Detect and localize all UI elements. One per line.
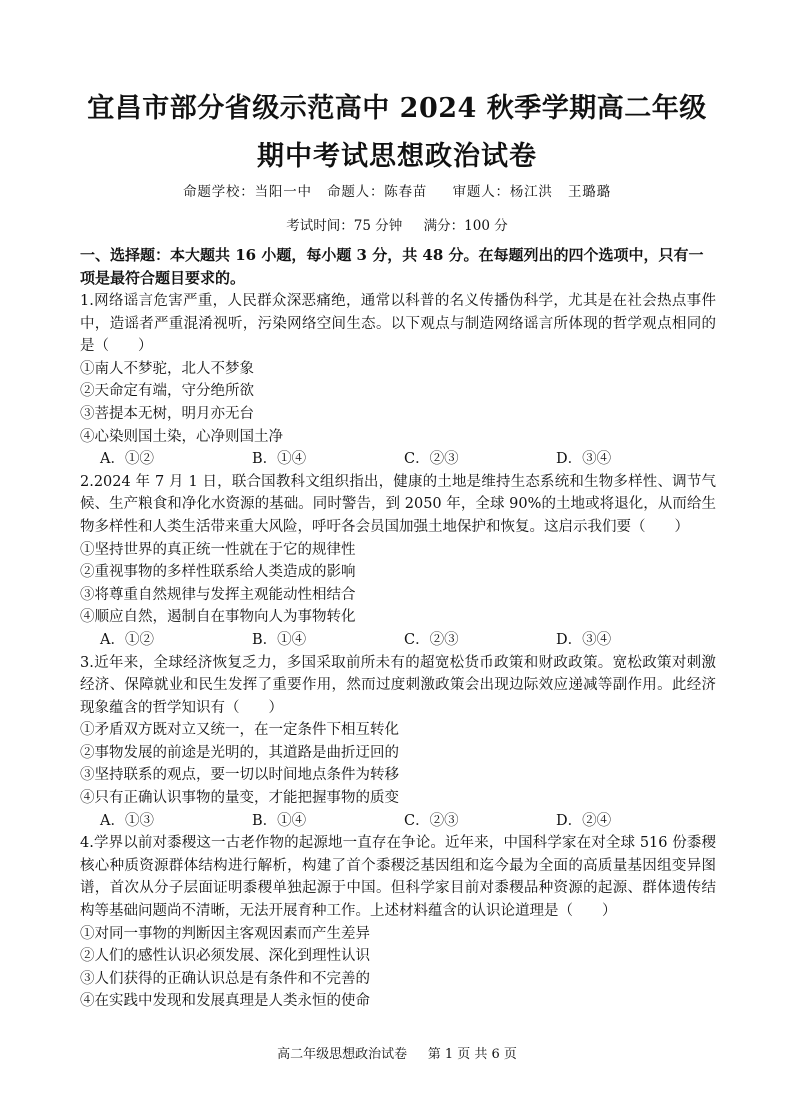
question-option: ④心染则国土染，心净则国土净: [80, 428, 283, 445]
section-heading: 一、选择题：本大题共 16 小题，每小题 3 分，共 48 分。在每题列出的四个选项中，只有一项是最符合题目要求的。: [80, 246, 704, 287]
question-option: ②事物发展的前途是光明的，其道路是曲折迂回的: [80, 744, 399, 761]
question-stem: 1.网络谣言危害严重，人民群众深恶痛绝，通常以科普的名义传播伪科学，尤其是在社会热点事件中，造谣者严重混淆视听，污染网络空间生态。以下观点与制造网络谣言所体现的哲学观点相同的是（ ）: [80, 293, 716, 355]
choice-c: C．②③: [404, 812, 459, 829]
question-option: ①坚持世界的真正统一性就在于它的规律性: [80, 541, 356, 558]
answer-choices: [80, 810, 716, 833]
question-option: ①对同一事物的判断因主客观因素而产生差异: [80, 925, 370, 942]
question-4: [80, 832, 716, 1013]
page-footer: 高二年级思想政治试卷 第 1 页 共 6 页: [277, 1047, 517, 1062]
question-option: ①矛盾双方既对立又统一，在一定条件下相互转化: [80, 722, 399, 739]
exam-makers-line: 命题学校：当阳一中 命题人：陈春苗 审题人：杨江洪 王璐璐: [183, 184, 611, 200]
question-option: ②人们的感性认识必须发展、深化到理性认识: [80, 948, 370, 965]
choice-b: B．①④: [252, 631, 307, 648]
choice-b: B．①④: [252, 451, 307, 468]
answer-choices: [80, 629, 716, 652]
choice-d: D．③④: [556, 631, 612, 648]
question-stem: 4.学界以前对黍稷这一古老作物的起源地一直存在争论。近年来，中国科学家在对全球 516 份黍稷核心种质资源群体结构进行解析，构建了首个黍稷泛基因组和迄今最为全面的高质量基因组变异图谱，首次从分子层面证明黍稷单独起源于中国。但科学家目前对黍稷品种资源的起源、群体遗传结构等基础问题尚不清晰，无法开展育种工作。上述材料蕴含的认识论道理是（ ）: [80, 835, 716, 920]
question-2: [80, 471, 716, 652]
question-option: ④顺应自然，遏制自在事物向人为事物转化: [80, 609, 356, 626]
choice-a: A．①③: [100, 812, 154, 829]
choice-d: D．③④: [556, 451, 612, 468]
answer-choices: [80, 448, 716, 471]
choice-b: B．①④: [252, 812, 307, 829]
choice-c: C．②③: [404, 451, 459, 468]
question-3: [80, 652, 716, 833]
question-option: ②天命定有端，守分绝所欲: [80, 383, 254, 400]
choice-a: A．①②: [100, 631, 154, 648]
question-stem: 3.近年来，全球经济恢复乏力，多国采取前所未有的超宽松货币政策和财政政策。宽松政策对刺激经济、保障就业和民生发挥了重要作用，然而过度刺激政策会出现边际效应递减等副作用。此经济现象蕴含的哲学知识有（ ）: [80, 654, 716, 716]
question-option: ③菩提本无树，明月亦无台: [80, 405, 254, 422]
question-option: ③坚持联系的观点，要一切以时间地点条件为转移: [80, 767, 399, 784]
choice-d: D．②④: [556, 812, 612, 829]
question-option: ③人们获得的正确认识总是有条件和不完善的: [80, 970, 370, 987]
question-option: ①南人不梦驼，北人不梦象: [80, 360, 254, 377]
exam-timing-line: 考试时间：75 分钟 满分：100 分: [286, 218, 508, 234]
exam-title-line1: 宜昌市部分省级示范高中 2024 秋季学期高二年级: [87, 93, 707, 124]
question-option: ②重视事物的多样性联系给人类造成的影响: [80, 564, 356, 581]
question-1: [80, 290, 716, 471]
question-option: ③将尊重自然规律与发挥主观能动性相结合: [80, 586, 356, 603]
question-option: ④在实践中发现和发展真理是人类永恒的使命: [80, 993, 370, 1010]
choice-a: A．①②: [100, 451, 154, 468]
question-stem: 2.2024 年 7 月 1 日，联合国教科文组织指出，健康的土地是维持生态系统和生物多样性、调节气候、生产粮食和净化水资源的基础。同时警告，到 2050 年，全球 90%的土地或将退化，从而给生物多样性和人类生活带来重大风险，呼吁各会员国加强土地保护和恢复。这启示我们要（ ）: [80, 473, 716, 535]
exam-title-line2: 期中考试思想政治试卷: [257, 141, 537, 172]
question-option: ④只有正确认识事物的量变，才能把握事物的质变: [80, 790, 399, 807]
exam-content: [80, 244, 716, 1013]
choice-c: C．②③: [404, 631, 459, 648]
